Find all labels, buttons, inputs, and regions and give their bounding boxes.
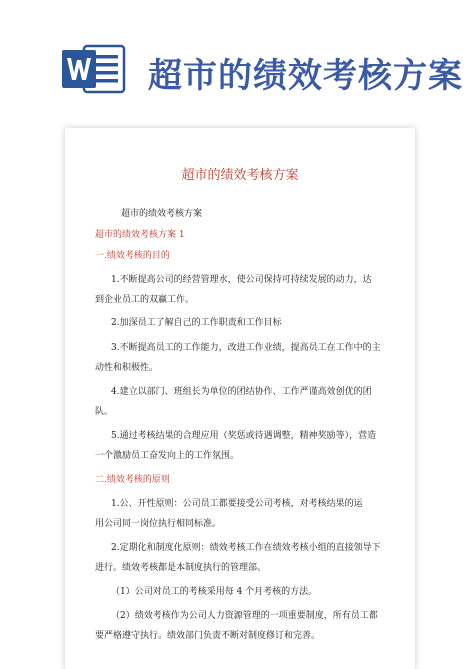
banner	[0, 0, 474, 118]
doc-line: 1.不断提高公司的经营管理水，使公司保持可持续发展的动力，达	[111, 275, 372, 285]
doc-line: （2）绩效考核作为公司人力资源管理的一项重要制度，所有员工都	[111, 611, 378, 621]
doc-line: 5.通过考核结果的合理应用（奖惩或待遇调整，精神奖励等），营造	[111, 431, 377, 441]
banner-title: 超市的绩效考核方案	[148, 56, 463, 96]
doc-heading: 超市的绩效考核方案 1	[95, 230, 185, 240]
doc-heading: 二.绩效考核的原则	[95, 475, 170, 485]
word-logo-icon	[62, 40, 126, 98]
doc-line: 4.建立以部门、班组长为单位的团结协作、工作严谨高效创优的团	[111, 387, 372, 397]
doc-line: 进行。绩效考核都是本制度执行的管理部。	[95, 563, 267, 573]
doc-line: 用公司同一岗位执行相同标准。	[95, 519, 222, 529]
doc-line: 一个激励员工奋发向上的工作氛围。	[95, 451, 240, 461]
doc-line: 超市的绩效考核方案	[121, 209, 203, 219]
doc-heading: 一.绩效考核的目的	[95, 251, 170, 261]
doc-line: 队。	[95, 407, 114, 417]
doc-line: 1.公、开性原则：公司员工都要接受公司考核，对考核结果的运	[111, 499, 363, 509]
doc-line: 2.加深员工了解自己的工作职责和工作目标	[111, 318, 282, 328]
doc-line: 3.不断提高员工的工作能力，改进工作业绩，提高员工在工作中的主	[111, 343, 381, 353]
doc-line: 2.定期化和制度化原则：绩效考核工作在绩效考核小组的直接领导下	[111, 543, 381, 553]
document-title: 超市的绩效考核方案	[181, 168, 299, 183]
doc-line: 到企业员工的双赢工作。	[95, 295, 195, 305]
doc-line: 动性和积极性。	[95, 363, 159, 373]
doc-line: 要严格遵守执行。绩效部门负责不断对制度修订和完善。	[95, 631, 321, 641]
doc-line: （1）公司对员工的考核采用每 4 个月考核的方法。	[111, 587, 318, 597]
document-page	[65, 128, 415, 669]
